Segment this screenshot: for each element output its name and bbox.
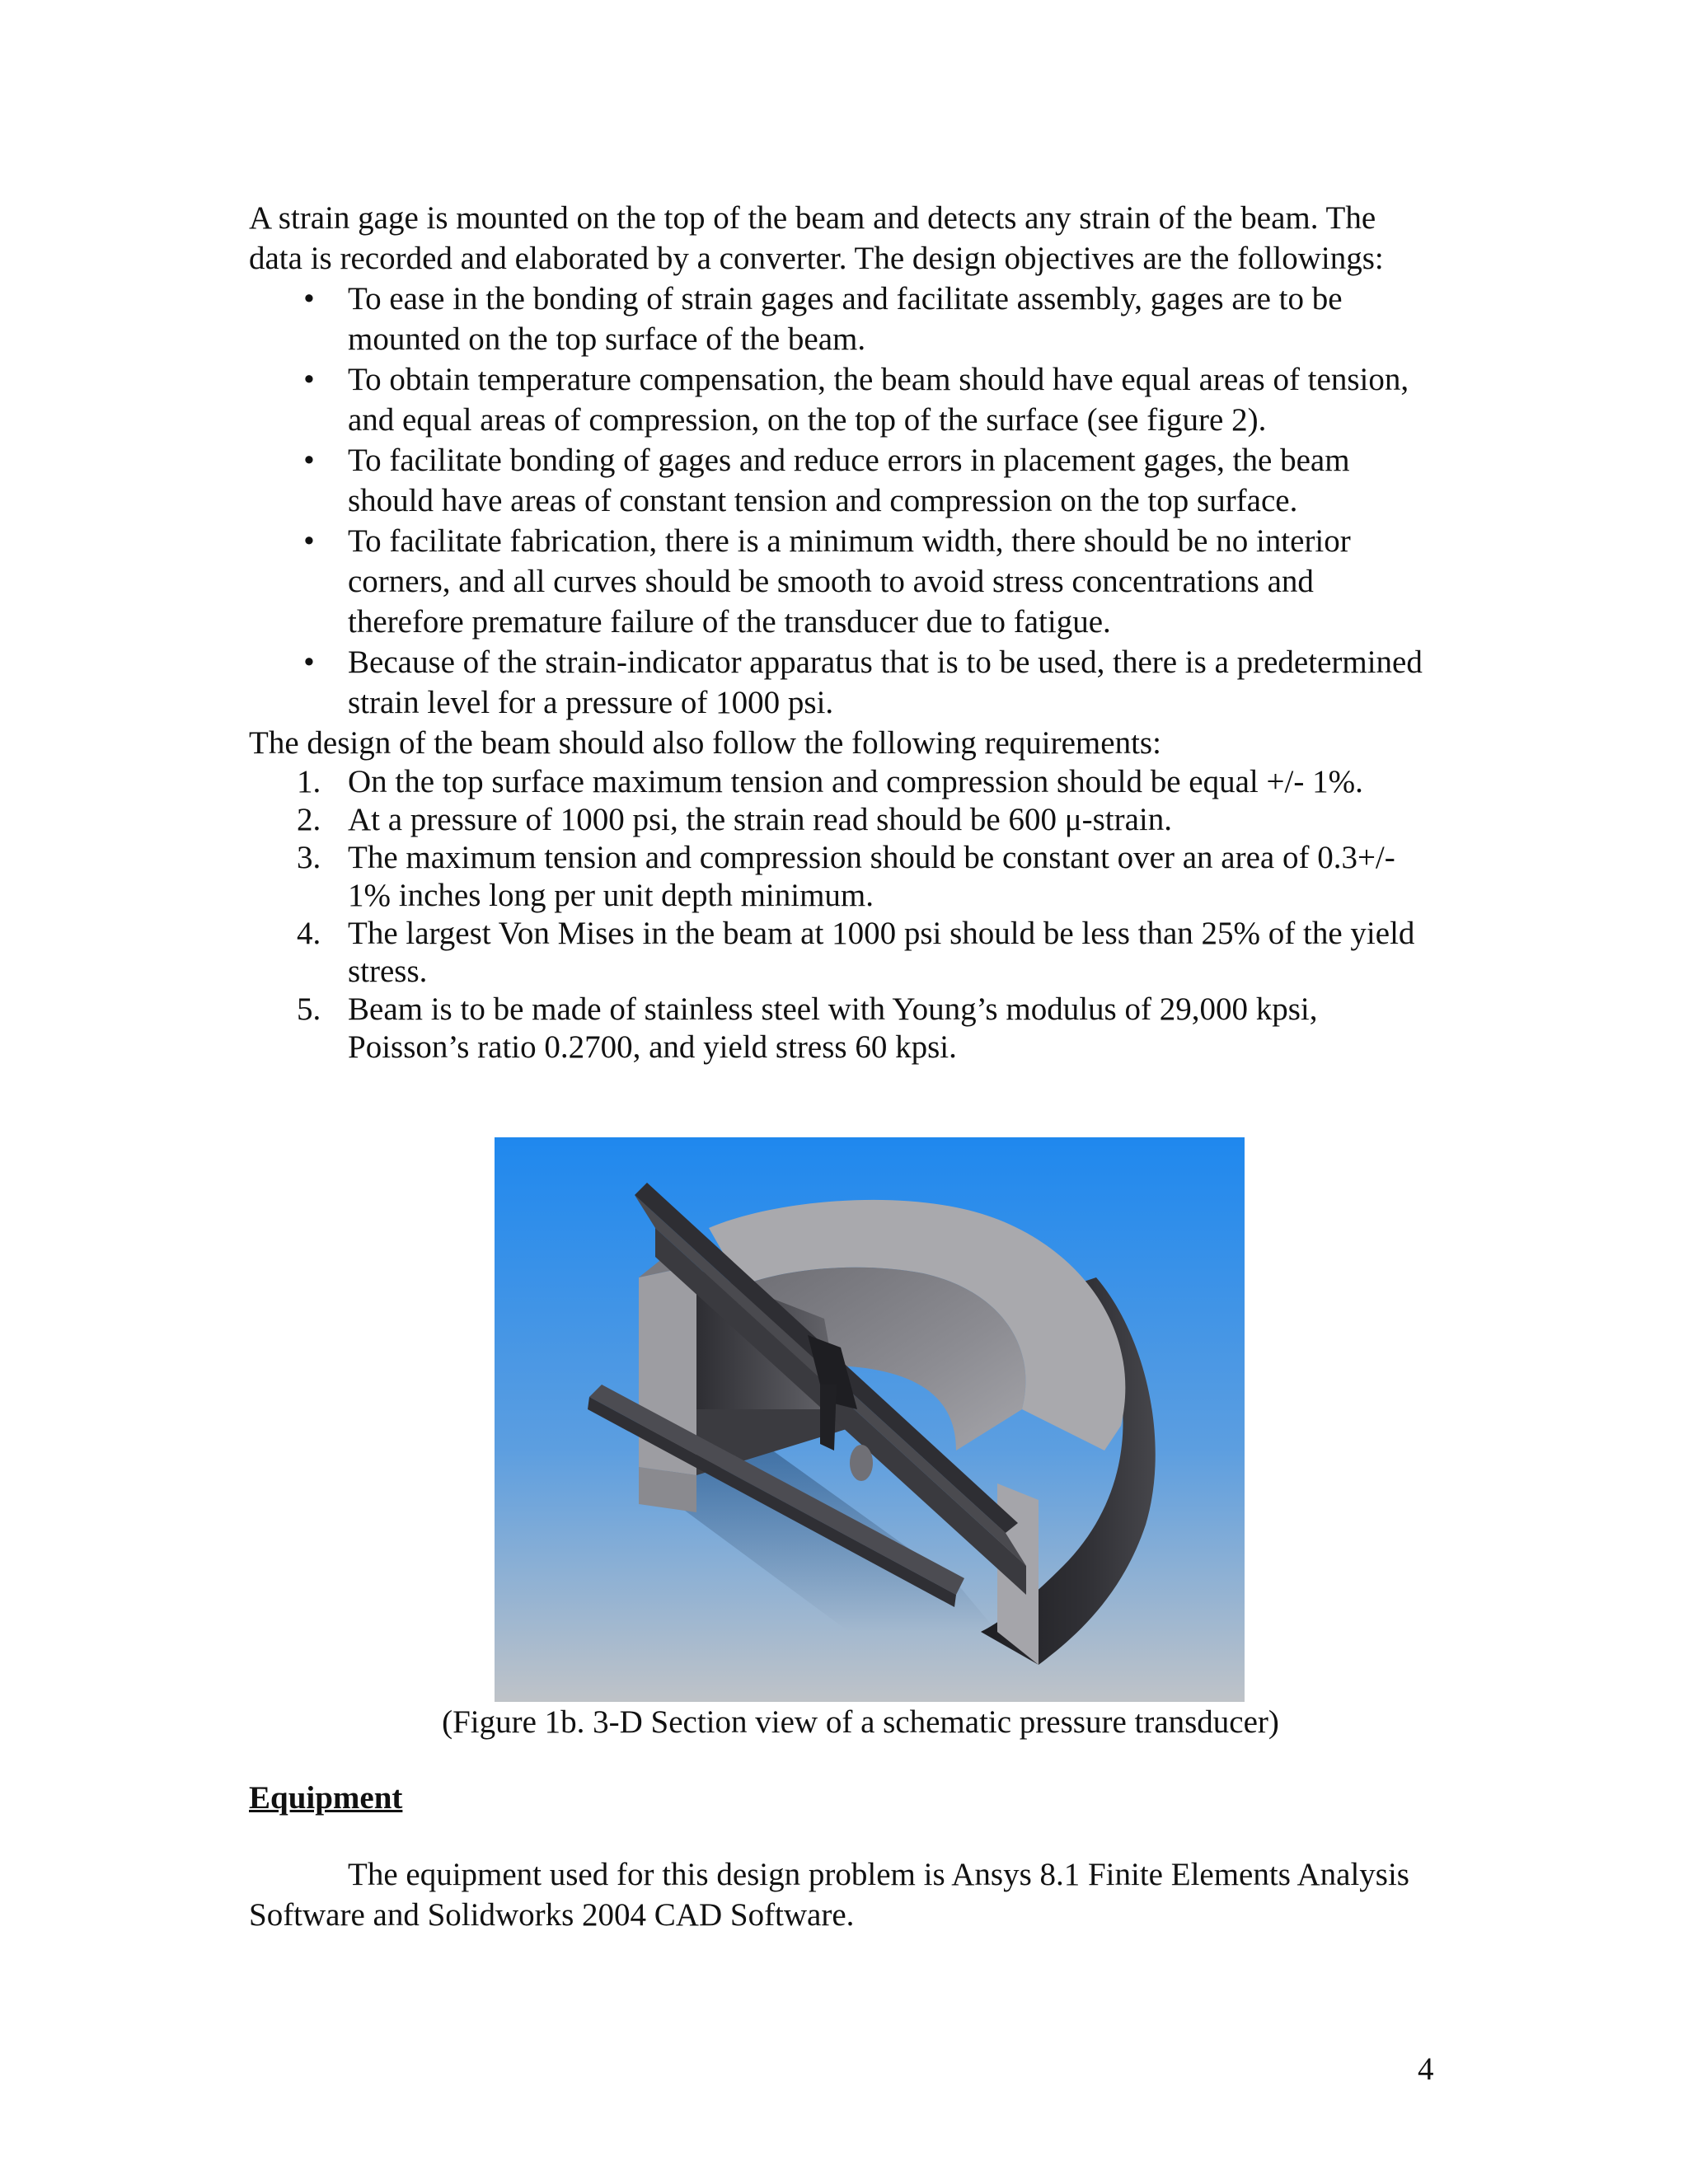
objective-text: Because of the strain-indicator apparatus that is to be used, there is a predetermined strain level for a pressure of 1000 psi.	[348, 644, 1423, 720]
requirement-item	[249, 839, 1436, 915]
objective-text: To facilitate fabrication, there is a minimum width, there should be no interior corners, and all curves should be smooth to avoid stress concentrations and therefore premature failure of the transducer due to fatigue.	[348, 523, 1351, 640]
requirement-item	[249, 763, 1436, 801]
equipment-paragraph: The equipment used for this design problem is Ansys 8.1 Finite Elements Analysis Software and Solidworks 2004 CAD Software.	[249, 1857, 1409, 1933]
bullet-icon: •	[303, 523, 315, 559]
requirement-text: At a pressure of 1000 psi, the strain read should be 600 μ-strain.	[348, 802, 1173, 837]
gage-boss	[850, 1445, 873, 1481]
transducer-figure	[495, 1137, 1245, 1702]
requirement-number: 5.	[297, 991, 321, 1027]
requirement-text: Beam is to be made of stainless steel with Young’s modulus of 29,000 kpsi, Poisson’s ratio 0.2700, and yield stress 60 kpsi.	[348, 991, 1318, 1065]
figure-caption-wrapper	[0, 1702, 1688, 1742]
center-post-lower	[820, 1385, 837, 1451]
requirements-lead: The design of the beam should also follow the following requirements:	[249, 725, 1161, 761]
equipment-heading: Equipment	[249, 1780, 403, 1816]
objective-text: To facilitate bonding of gages and reduce errors in placement gages, the beam should have areas of constant tension and compression on the top surface.	[348, 443, 1350, 518]
requirement-item	[249, 801, 1436, 839]
body-text	[249, 198, 1436, 1066]
objective-item	[249, 440, 1436, 521]
objective-item	[249, 521, 1436, 642]
requirement-text: On the top surface maximum tension and compression should be equal +/- 1%.	[348, 764, 1363, 799]
requirement-item	[249, 915, 1436, 991]
transducer-section-illustration	[495, 1137, 1245, 1702]
page-number: 4	[1418, 2051, 1434, 2087]
bullet-icon: •	[303, 281, 315, 316]
requirement-number: 3.	[297, 840, 321, 875]
requirement-number: 2.	[297, 802, 321, 837]
figure-caption: (Figure 1b. 3-D Section view of a schematic pressure transducer)	[442, 1704, 1279, 1740]
requirement-text: The largest Von Mises in the beam at 1000 psi should be less than 25% of the yield stress.	[348, 916, 1415, 989]
requirements-list	[249, 763, 1436, 1066]
requirement-item	[249, 991, 1436, 1066]
requirement-text: The maximum tension and compression should be constant over an area of 0.3+/- 1% inches long per unit depth minimum.	[348, 840, 1395, 913]
requirement-number: 4.	[297, 916, 321, 951]
bullet-icon: •	[303, 644, 315, 680]
objective-text: To ease in the bonding of strain gages and facilitate assembly, gages are to be mounted on the top surface of the beam.	[348, 281, 1343, 357]
objective-item	[249, 359, 1436, 440]
objective-item	[249, 279, 1436, 359]
objective-text: To obtain temperature compensation, the beam should have equal areas of tension, and equal areas of compression, on the top of the surface (see figure 2).	[348, 362, 1409, 438]
requirement-number: 1.	[297, 764, 321, 799]
objectives-list	[249, 279, 1436, 723]
bullet-icon: •	[303, 362, 315, 397]
objective-item	[249, 642, 1436, 723]
intro-paragraph: A strain gage is mounted on the top of the beam and detects any strain of the beam. The data is recorded and elaborated by a converter. The design objectives are the followings:	[249, 200, 1384, 276]
bullet-icon: •	[303, 443, 315, 478]
